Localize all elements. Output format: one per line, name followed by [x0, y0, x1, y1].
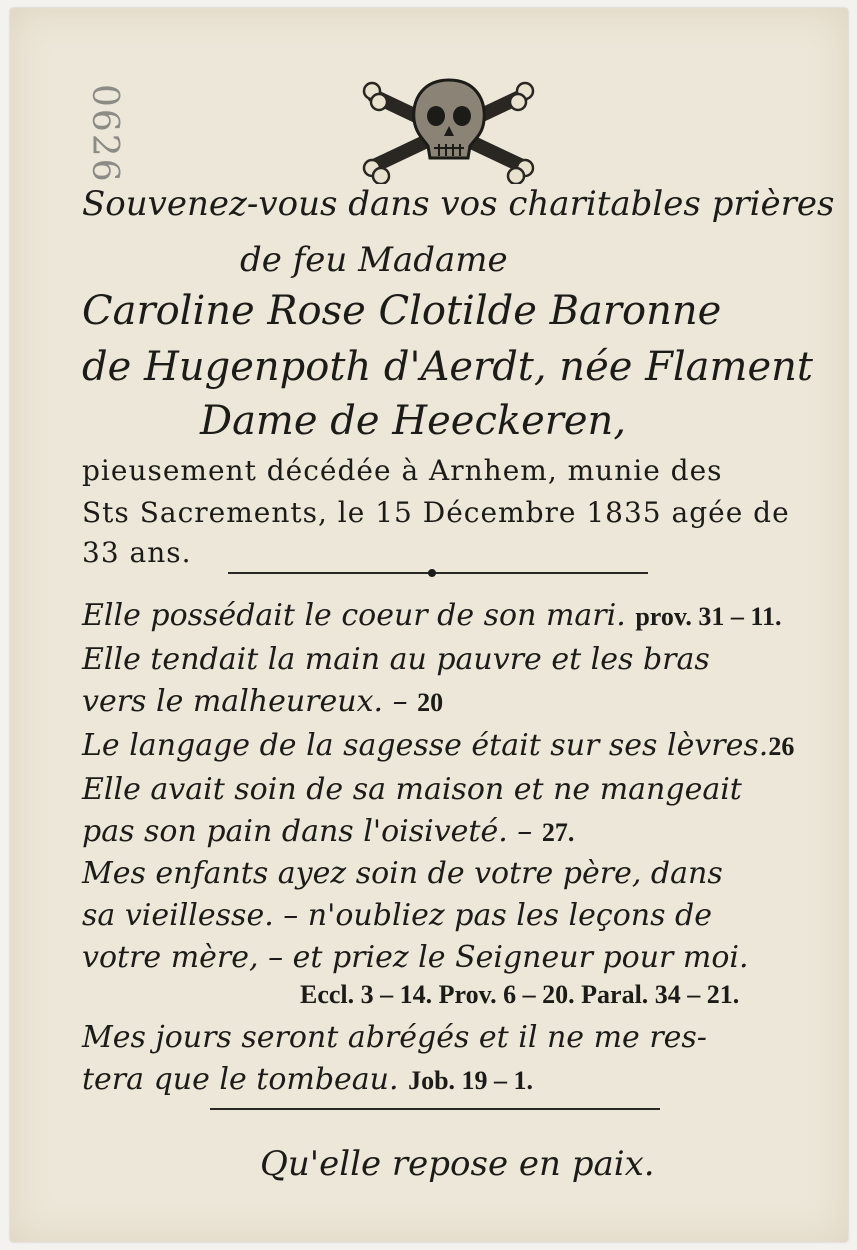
verse-line-11: tera que le tombeau. Job. 19 – 1. [82, 1062, 534, 1097]
heading-name-line: Caroline Rose Clotilde Baronne [82, 288, 722, 334]
verse-line-6: pas son pain dans l'oisiveté. – 27. [82, 814, 575, 849]
verse-line-7: Mes enfants ayez soin de votre père, dans [82, 856, 723, 891]
verse-reference: 26 [768, 732, 795, 761]
archive-number: 0626 [84, 84, 125, 184]
death-notice-line-3: 33 ans. [82, 536, 192, 569]
divider-top [228, 572, 648, 574]
heading-surname-line: de Hugenpoth d'Aerdt, née Flament [82, 344, 813, 390]
skull-crossbones-icon [362, 74, 537, 184]
verse-line-1: Elle possédait le coeur de son mari. prov. 31 – 11. [82, 598, 782, 633]
verse-reference: prov. 31 – 11. [635, 602, 782, 631]
closing-line: Qu'elle repose en paix. [260, 1144, 655, 1184]
verse-line-5: Elle avait soin de sa maison et ne mangeait [82, 772, 742, 807]
verse-reference: 20 [417, 688, 444, 717]
heading-line-1: Souvenez-vous dans vos charitables prières [82, 184, 835, 224]
death-notice-line-2: Sts Sacrements, le 15 Décembre 1835 agée de [82, 496, 790, 529]
death-notice-line-1: pieusement décédée à Arnhem, munie des [82, 454, 723, 487]
heading-line-2: de feu Madame [240, 240, 508, 280]
verse-reference: 27. [541, 818, 575, 847]
memorial-card [10, 8, 848, 1242]
verse-references-line: Eccl. 3 – 14. Prov. 6 – 20. Paral. 34 – 21. [300, 980, 740, 1009]
verse-line-2: Elle tendait la main au pauvre et les bras [82, 642, 710, 677]
heading-title-line: Dame de Heeckeren, [200, 398, 627, 444]
verse-line-10: Mes jours seront abrégés et il ne me res- [82, 1020, 707, 1055]
verse-line-3: vers le malheureux. – 20 [82, 684, 444, 719]
verse-line-4: Le langage de la sagesse était sur ses lèvres.26 [82, 728, 795, 763]
verse-line-9: votre mère, – et priez le Seigneur pour moi. [82, 940, 749, 975]
verse-line-8: sa vieillesse. – n'oubliez pas les leçons de [82, 898, 712, 933]
divider-dot [428, 569, 436, 577]
divider-bottom [210, 1108, 660, 1110]
verse-reference: Job. 19 – 1. [408, 1066, 534, 1095]
